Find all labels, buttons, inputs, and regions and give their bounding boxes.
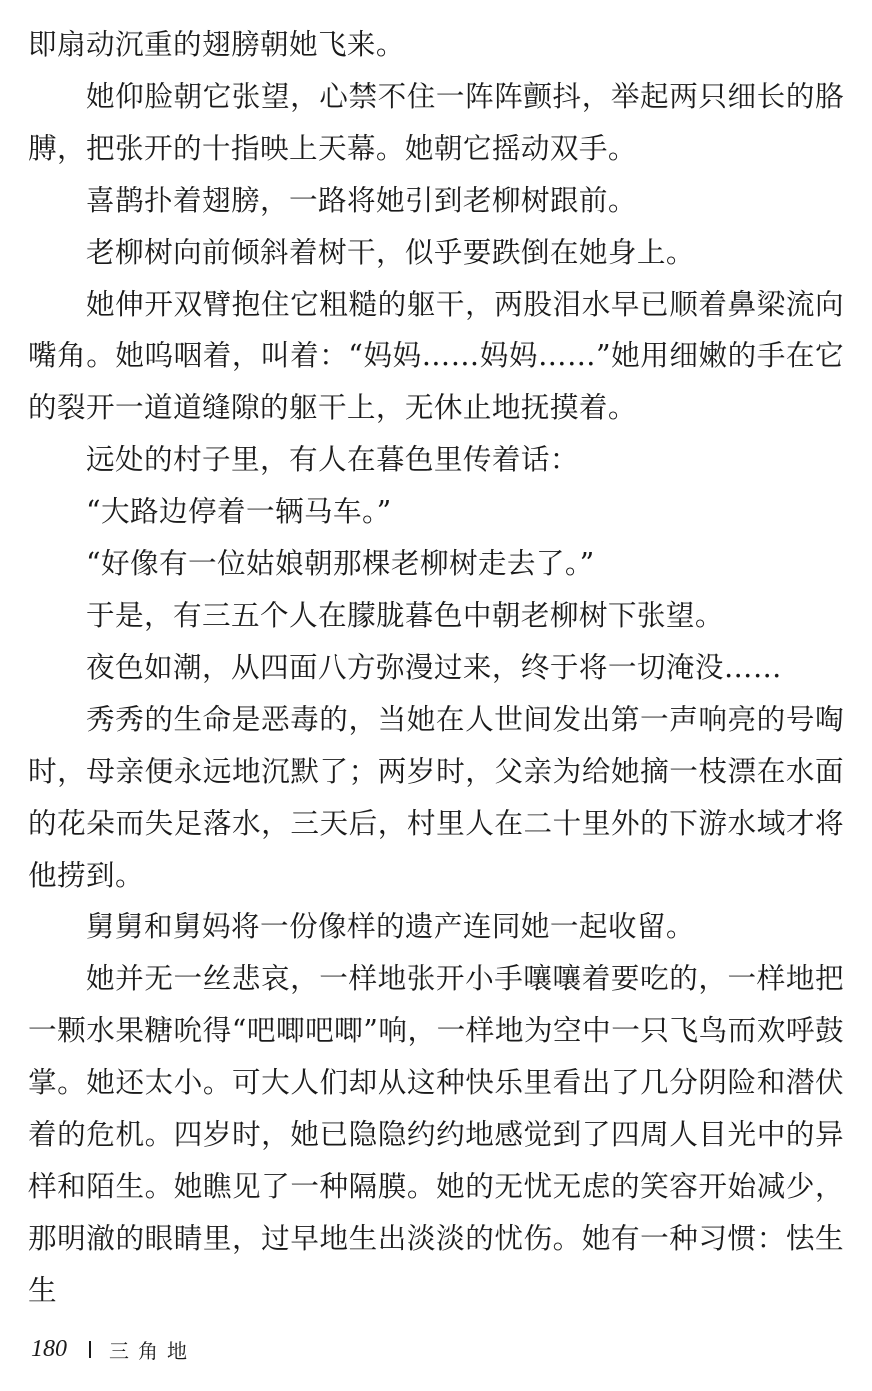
paragraph: “好像有一位姑娘朝那棵老柳树走去了。” — [86, 546, 595, 581]
paragraph: 她仰脸朝它张望，心禁不住一阵阵颤抖，举起两只细长的胳膊，把张开的十指映上天幕。她朝它摇动双手。 — [28, 78, 844, 165]
running-title: 三角地 — [109, 1338, 196, 1363]
paragraph: 于是，有三五个人在朦胧暮色中朝老柳树下张望。 — [86, 597, 724, 632]
paragraph: 夜色如潮，从四面八方弥漫过来，终于将一切淹没…… — [86, 649, 782, 684]
paragraph: 她并无一丝悲哀，一样地张开小手嚷嚷着要吃的，一样地把一颗水果糖吮得“吧唧吧唧”响，一样地为空中一只飞鸟而欢呼鼓掌。她还太小。可大人们却从这种快乐里看出了几分阴险和潜伏着的危机。四岁时，她已隐隐约约地感觉到了四周人目光中的异样和陌生。她瞧见了一种隔膜。她的无忧无虑的笑容开始减少，那明澈的眼睛里，过早地生出淡淡的忧伤。她有一种习惯：怯生生 — [28, 961, 844, 1307]
paragraph: 秀秀的生命是恶毒的，当她在人世间发出第一声响亮的号啕时，母亲便永远地沉默了；两岁时，父亲为给她摘一枝漂在水面的花朵而失足落水，三天后，村里人在二十里外的下游水域才将他捞到。 — [28, 701, 844, 892]
page-footer — [31, 1331, 196, 1367]
paragraph: 舅舅和舅妈将一份像样的遗产连同她一起收留。 — [86, 909, 695, 944]
paragraph: 老柳树向前倾斜着树干，似乎要跌倒在她身上。 — [86, 234, 695, 269]
footer-divider — [89, 1341, 91, 1358]
paragraph: “大路边停着一辆马车。” — [86, 494, 392, 529]
paragraph: 远处的村子里，有人在暮色里传着话： — [86, 442, 579, 477]
page-body — [28, 19, 844, 1317]
paragraph: 她伸开双臂抱住它粗糙的躯干，两股泪水早已顺着鼻梁流向嘴角。她呜咽着，叫着：“妈妈……妈妈……”她用细嫩的手在它的裂开一道道缝隙的躯干上，无休止地抚摸着。 — [28, 286, 844, 425]
paragraph: 喜鹊扑着翅膀，一路将她引到老柳树跟前。 — [86, 182, 637, 217]
page-number: 180 — [31, 1335, 67, 1362]
paragraph: 即扇动沉重的翅膀朝她飞来。 — [28, 27, 405, 61]
